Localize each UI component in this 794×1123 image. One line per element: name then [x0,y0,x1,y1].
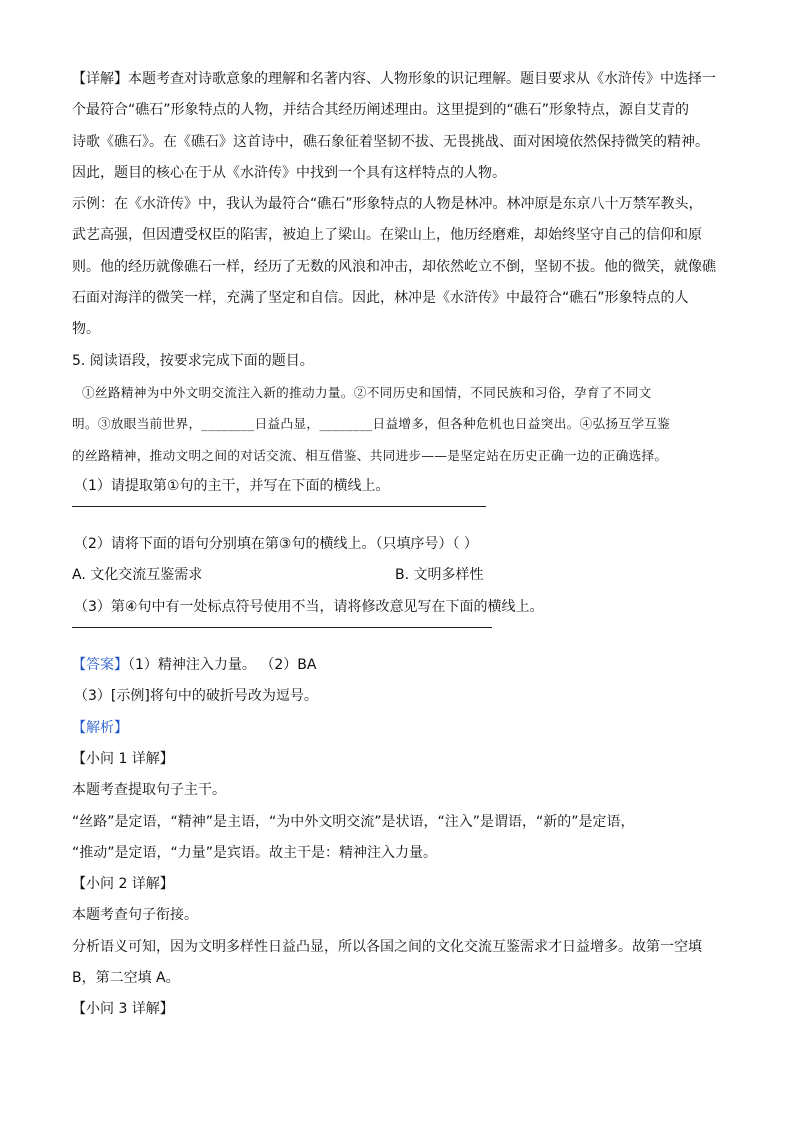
example-line-2: 武艺高强，但因遭受权臣的陷害，被迫上了梁山。在梁山上，他历经磨难，却始终坚守自己的信仰和原 [72,227,702,244]
detail-line-2: 个最符合“礁石”形象特点的人物，并结合其经历阐述理由。这里提到的“礁石”形象特点，源自艾青的 [72,102,690,119]
options-row [72,560,724,591]
analysis-label: 【解析】 [72,719,128,736]
passage-line-3: 的丝路精神，推动文明之间的对话交流、相互借鉴、共同进步——是坚定站在历史正确一边的正确选择。 [72,447,668,463]
sub-question-1: （1）请提取第①句的主干，并写在下面的横线上。 [74,477,390,494]
answer-line-1 [72,650,724,681]
answer-blank-3 [72,627,492,628]
detail-line-3: 诗歌《礁石》。在《礁石》这首诗中，礁石象征着坚韧不拔、无畏挑战、面对困境依然保持微笑的精神。 [72,133,709,150]
q2-line-3: B，第二空填 A。 [72,970,180,987]
detail-line-4: 因此，题目的核心在于从《水浒传》中找到一个具有这样特点的人物。 [72,164,506,181]
q1-line-2: “丝路”是定语，“精神”是主语，“为中外文明交流”是状语，“注入”是谓语，“新的”是定语， [72,813,635,830]
option-a: A. 文化交流互鉴需求 [72,567,203,584]
answer-line-2: （3）[示例]将句中的破折号改为逗号。 [74,688,318,705]
passage-line-2: 明。③放眼当前世界，________日益凸显，________日益增多，但各种危机也日益突出。④弘扬互学互鉴 [72,416,671,432]
q3-heading: 【小问 3 详解】 [72,1001,174,1018]
example-line-5: 物。 [72,321,100,338]
sub-question-3: （3）第④句中有一处标点符号使用不当，请将修改意见写在下面的横线上。 [74,598,544,615]
q2-line-1: 本题考查句子衔接。 [72,907,198,924]
q2-line-2: 分析语义可知，因为文明多样性日益凸显，所以各国之间的文化交流互鉴需求才日益增多。故第一空填 [72,938,702,955]
answer-label: 【答案】 [72,657,128,674]
detail-line-1: 【详解】本题考查对诗歌意象的理解和名著内容、人物形象的识记理解。题目要求从《水浒传》中选择一 [72,71,716,87]
example-line-4: 石面对海洋的微笑一样，充满了坚定和自信。因此，林冲是《水浒传》中最符合“礁石”形象特点的人 [72,290,689,307]
passage-line-1: ①丝路精神为中外文明交流注入新的推动力量。②不同历史和国情，不同民族和习俗，孕育了不同文 [82,384,652,400]
q1-line-1: 本题考查提取句子主干。 [72,782,226,799]
answer-text-1: （1）精神注入力量。 （2）BA [128,657,317,674]
question-5-title: 5. 阅读语段，按要求完成下面的题目。 [72,352,314,369]
example-line-1: 示例：在《水浒传》中，我认为最符合“礁石”形象特点的人物是林冲。林冲原是东京八十万禁军教头， [72,196,703,213]
q1-line-3: “推动”是定语，“力量”是宾语。故主干是：精神注入力量。 [72,844,438,861]
q1-heading: 【小问 1 详解】 [72,750,174,767]
sub-question-2: （2）请将下面的语句分别填在第③句的横线上。（只填序号）（ ） [74,536,478,553]
option-b: B. 文明多样性 [395,567,484,584]
example-line-3: 则。他的经历就像礁石一样，经历了无数的风浪和冲击，却依然屹立不倒，坚韧不拔。他的微笑，就像礁 [72,258,716,275]
answer-blank-1 [72,506,486,507]
q2-heading: 【小问 2 详解】 [72,876,174,893]
document-content [72,64,724,1026]
